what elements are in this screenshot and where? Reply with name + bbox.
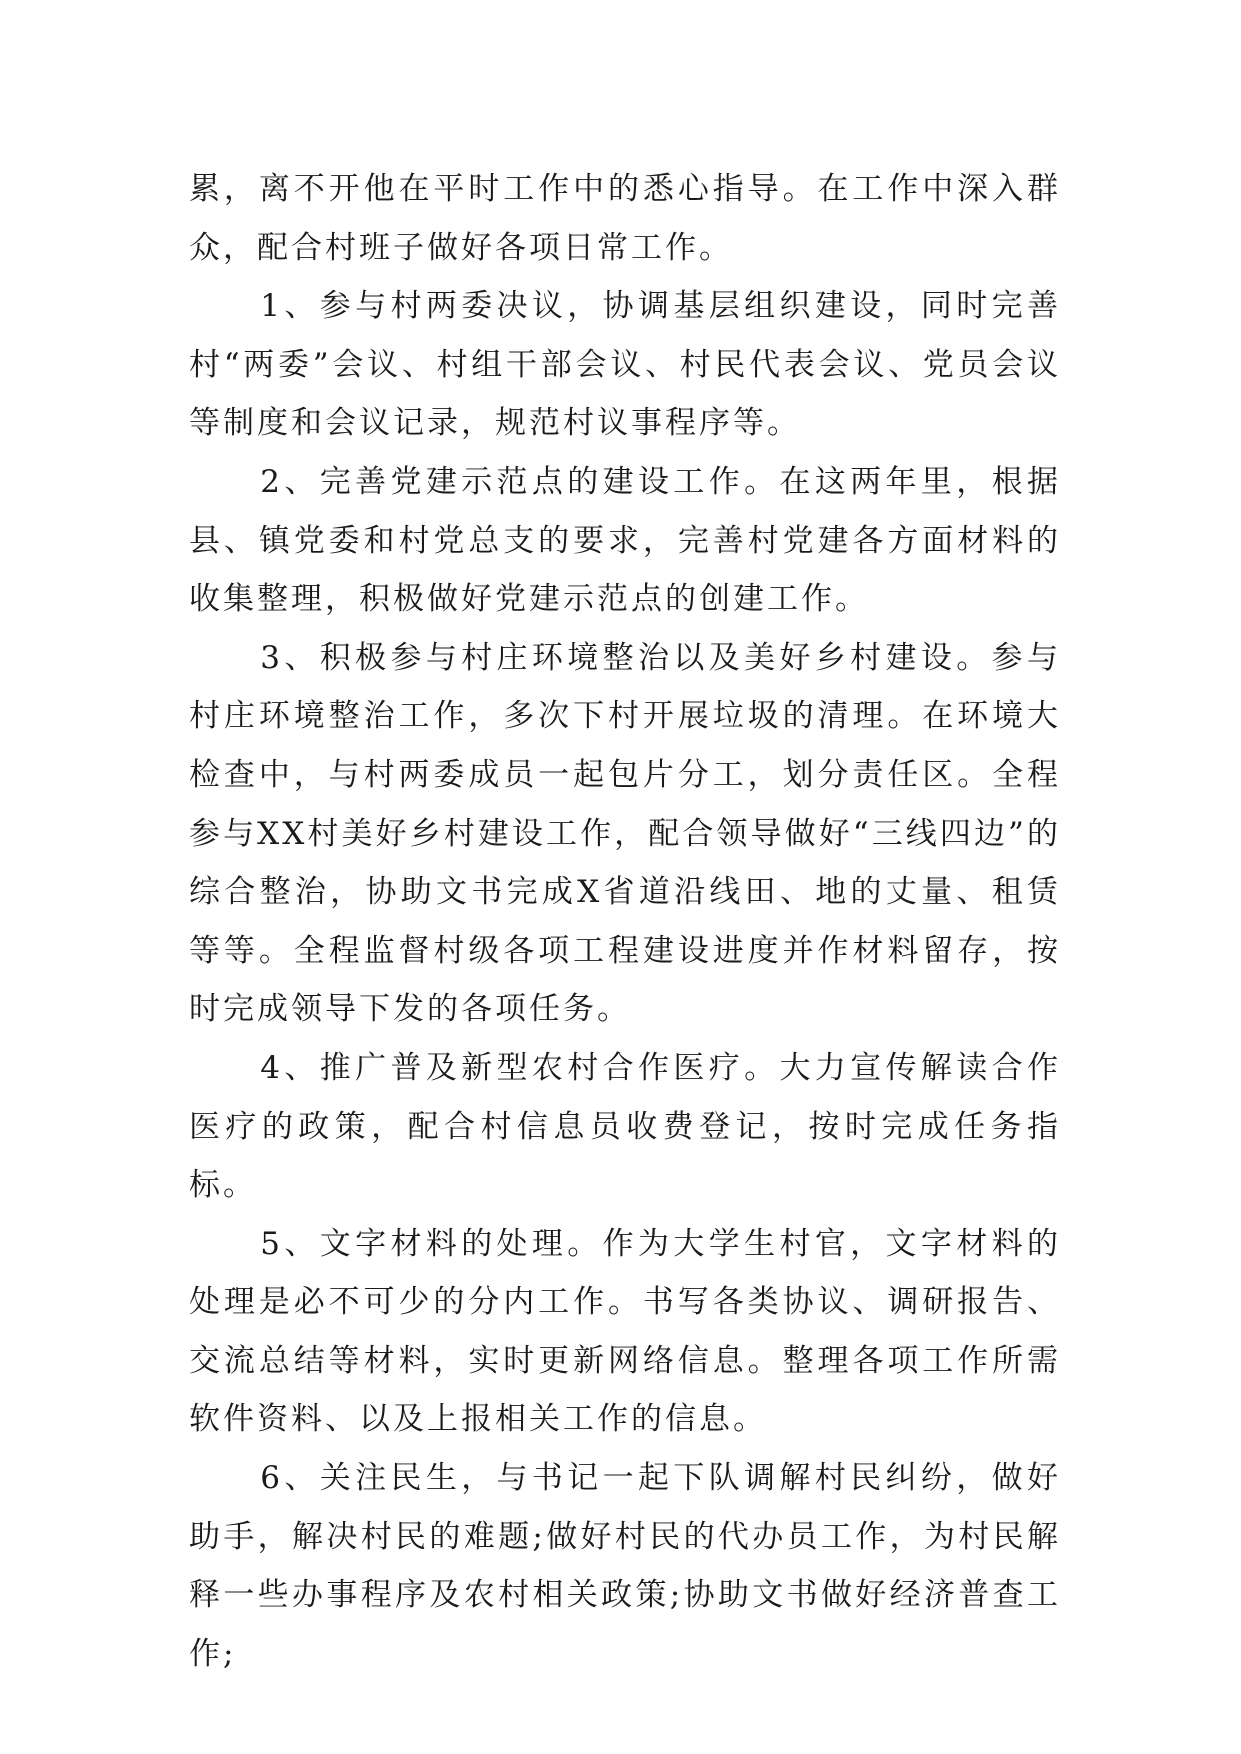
paragraph-continuation: 累，离不开他在平时工作中的悉心指导。在工作中深入群众，配合村班子做好各项日常工作。	[189, 171, 1061, 266]
paragraph-item-3: 3、积极参与村庄环境整治以及美好乡村建设。参与村庄环境整治工作，多次下村开展垃圾的清理。在环境大检查中，与村两委成员一起包片分工，划分责任区。全程参与XX村美好乡村建设工作，配合领导做好“三线四边”的综合整治，协助文书完成X省道沿线田、地的丈量、租赁等等。全程监督村级各项工程建设进度并作材料留存，按时完成领导下发的各项任务。	[189, 639, 1061, 1028]
paragraph-item-1: 1、参与村两委决议，协调基层组织建设，同时完善村“两委”会议、村组干部会议、村民代表会议、党员会议等制度和会议记录，规范村议事程序等。	[189, 288, 1061, 442]
paragraph-item-2: 2、完善党建示范点的建设工作。在这两年里，根据县、镇党委和村党总支的要求，完善村党建各方面材料的收集整理，积极做好党建示范点的创建工作。	[189, 463, 1061, 618]
paragraph-item-6: 6、关注民生，与书记一起下队调解村民纠纷，做好助手，解决村民的难题;做好村民的代办员工作，为村民解释一些办事程序及农村相关政策;协助文书做好经济普查工作;	[189, 1460, 1061, 1672]
paragraph-item-4: 4、推广普及新型农村合作医疗。大力宣传解读合作医疗的政策，配合村信息员收费登记，按时完成任务指标。	[189, 1049, 1061, 1204]
paragraph-item-5: 5、文字材料的处理。作为大学生村官，文字材料的处理是必不可少的分内工作。书写各类协议、调研报告、交流总结等材料，实时更新网络信息。整理各项工作所需软件资料、以及上报相关工作的信息。	[189, 1225, 1061, 1438]
document-body	[189, 160, 1061, 1683]
